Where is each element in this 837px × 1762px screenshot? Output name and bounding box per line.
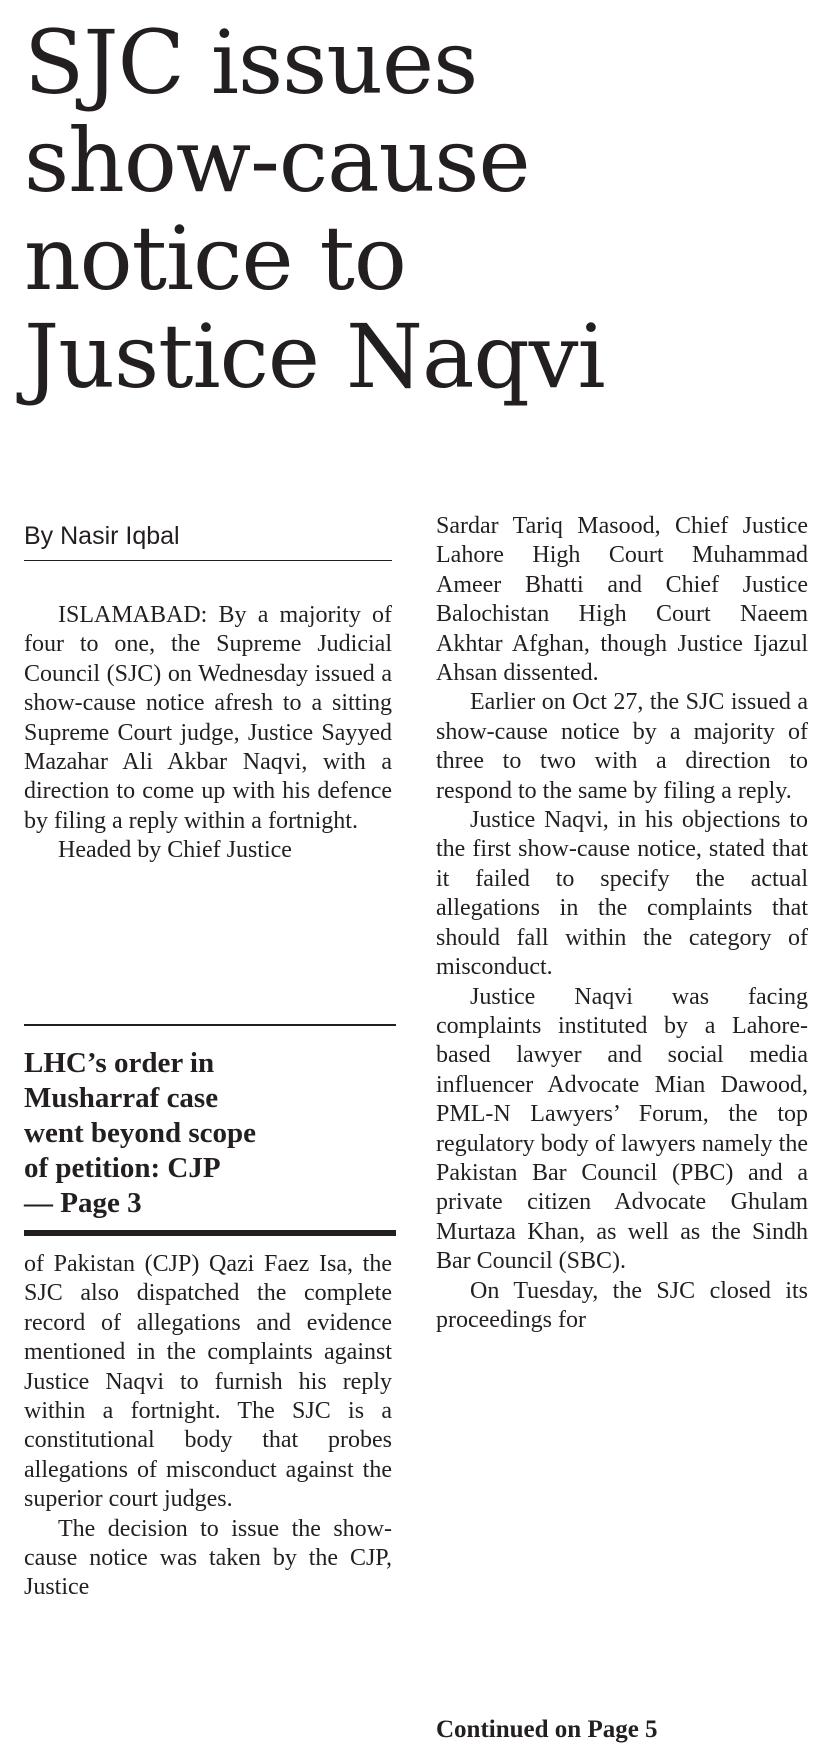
pull-quote-top-rule xyxy=(24,1024,396,1026)
paragraph: The decision to issue the show-cause notice was taken by the CJP, Justice xyxy=(24,1515,392,1601)
headline-line: SJC issues xyxy=(24,11,478,114)
headline xyxy=(24,11,824,408)
headline-line: notice to xyxy=(24,207,406,310)
headline-line: Justice Naqvi xyxy=(24,305,605,408)
pull-quote-line: — Page 3 xyxy=(24,1187,142,1219)
pull-quote-bottom-rule xyxy=(24,1230,396,1236)
headline-line: show-cause xyxy=(24,109,530,212)
continued-on-page-link[interactable]: Continued on Page 5 xyxy=(436,1716,658,1743)
pull-quote-line: Musharraf case xyxy=(24,1082,219,1114)
paragraph: Headed by Chief Justice xyxy=(58,837,292,864)
pull-quote-line: went beyond scope xyxy=(24,1117,257,1149)
pull-quote xyxy=(24,1046,400,1221)
paragraph: On Tuesday, the SJC closed its proceedings for xyxy=(436,1277,808,1333)
paragraph: Justice Naqvi, in his objections to the first show-cause notice, stated that it failed to specify the actual allegations in the complaints that should fall within the category of misconduct. xyxy=(436,807,808,981)
paragraph: of Pakistan (CJP) Qazi Faez Isa, the SJC also dispatched the complete record of allegations and evidence mentioned in the complaints against Justice Naqvi to furnish his reply within a fortnight. The SJC is a constitutional body that probes allegations of misconduct against the superior court judges. xyxy=(24,1251,392,1513)
paragraph: Earlier on Oct 27, the SJC issued a show-cause notice by a majority of three to two with a direction to respond to the same by filing a reply. xyxy=(436,689,808,804)
column-1-bottom xyxy=(24,1250,392,1603)
paragraph: Sardar Tariq Masood, Chief Justice Lahore High Court Muhammad Ameer Bhatti and Chief Justice Balochistan High Court Naeem Akhtar Afghan, though Justice Ijazul Ahsan dissented. xyxy=(436,513,808,687)
pull-quote-line: of petition: CJP xyxy=(24,1152,221,1184)
byline: By Nasir Iqbal xyxy=(24,522,180,550)
column-2 xyxy=(436,512,808,1335)
byline-rule xyxy=(24,560,392,561)
paragraph: ISLAMABAD: By a majority of four to one, the Supreme Judicial Council (SJC) on Wednesday issued a show-cause notice afresh to a sitting Supreme Court judge, Justice Sayyed Mazahar Ali Akbar Naqvi, with a direction to come up with his defence by filing a reply within a fortnight. xyxy=(24,602,392,834)
paragraph: Justice Naqvi was facing complaints instituted by a Lahore-based lawyer and social media influencer Advocate Mian Dawood, PML-N Lawyers’ Forum, the top regulatory body of lawyers namely the Pakistan Bar Council (PBC) and a private citizen Advocate Ghulam Murtaza Khan, as well as the Sindh Bar Council (SBC). xyxy=(436,983,808,1275)
column-1-top xyxy=(24,601,392,866)
pull-quote-line: LHC’s order in xyxy=(24,1047,215,1079)
